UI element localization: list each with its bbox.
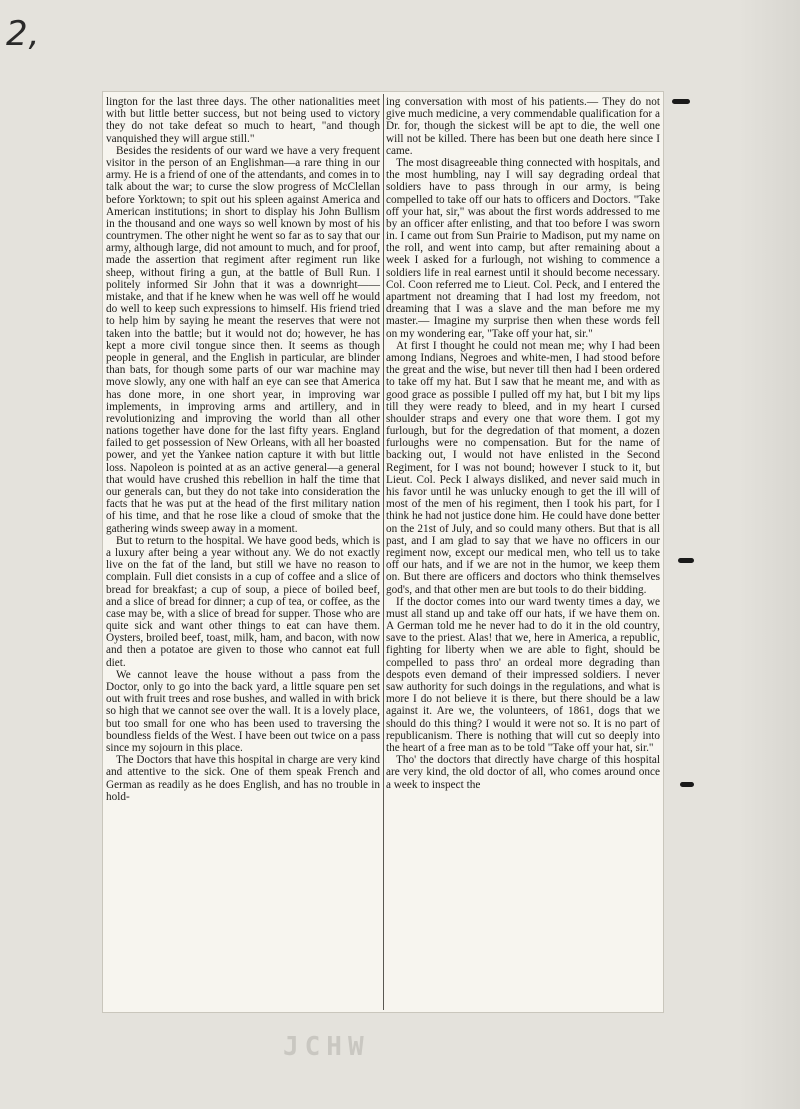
paragraph: We cannot leave the house without a pass from the Doctor, only to go into the back yard, a little square pen set out with fruit trees and rose bushes, and walled in with brick so high that we cannot see over the wall. It is a lovely place, but too small for one who has been used to traversing the boundless fields of the West. I have been out twice on a pass since my sojourn in this place. [106, 668, 380, 754]
margin-ink-mark [680, 782, 694, 787]
column-rule [383, 94, 384, 1010]
newspaper-clipping [103, 92, 663, 1012]
paragraph: The most disagreeable thing connected with hospitals, and the most humbling, nay I will say degrading ordeal that soldiers have to pass through in our army, is being compelled to take off our hats to officers and Doctors. "Take off your hat, sir," was about the first words addressed to me by an officer after enlisting, and that too before I was sworn in. I came out from Sun Prairie to Madison, put my name on the roll, and went into camp, but after remaining about a week I asked for a furlough, not wishing to commence a soldiers life in real earnest until it should become necessary. Col. Coon referred me to Lieut. Col. Peck, and I entered the apartment not dreaming that I had lost my freedom, not dreaming that I was a slave and the man before me my master.— Imagine my surprise then when these words fell on my wondering ear, "Take off your hat, sir." [386, 156, 660, 340]
perforated-stamp: JCHW [283, 1032, 370, 1062]
paragraph: Besides the residents of our ward we have a very frequent visitor in the person of an Englishman—a rare thing in our army. He is a friend of one of the attendants, and comes in to talk about the war; to curse the slow progress of McClellan before Yorktown; to spit out his spleen against America and American institutions; in short to display his John Bullism in the thousand and one ways so well known by most of his countrymen. The other night he went so far as to say that our army, although large, did not amount to much, and for proof, made the assertion that regiment after regiment run like sheep, without firing a gun, at the battle of Bull Run. I politely informed Sir John that it was a downright——mistake, and that if he knew when he was well off he would do well to keep such expressions to himself. His friend tried to help him by saying he meant the reserves that were not taken into the battle; but it would not do; however, he has kept a more civil tongue since then. It seems as though people in general, and the English in particular, are blinder than bats, for though some parts of our war machine may move slowly, any one with half an eye can see that America has done more, in one short year, in improving war implements, in improving arms and artillery, and in revolutionizing and improving the world than all other nations together have done for the last fifty years. England failed to get possession of New Orleans, with all her boasted power, and yet the Yankee nation capture it with but little loss. Napoleon is pointed at as an active general—a general that would have crushed this rebellion in half the time that our generals can, but they do not take into consideration the facts that he was put at the head of the first military nation of his time, and that he rose like a cloud of smoke that the gathering winds sweep away in a moment. [106, 144, 380, 535]
paragraph: ing conversation with most of his patients.— They do not give much medicine, a very commendable qualification for a Dr. for, though the sickest will be apt to die, the well one will not be killed. There has been but one death here since I came. [386, 96, 660, 157]
margin-ink-mark [678, 558, 694, 563]
paragraph: At first I thought he could not mean me; why I had been among Indians, Negroes and white-men, I had stood before the great and the wise, but never till then had I been ordered to take off my hat. But I saw that he meant me, and with as good grace as possible I pulled off my hat, but I bit my lips till they were ready to bleed, and in my heart I cursed shoulder straps and every one that wore them. I got my furlough, but for the degredation of that moment, a dozen furloughs were no compensation. But for the name of backing out, I would not have enlisted in the Second Regiment, for I was not bound; however I stuck to it, but Lieut. Col. Peck I always disliked, and never said much in his favor until he was unlucky enough to get the ill will of most of the men of his regiment, then I took his part, for I think he had not justice done him. He could have done better on the 21st of July, and so could many others. But that is all past, and I am glad to say that we have no officers in our regiment now, except our medical men, who tell us to take off our hats, and if we are not in the humor, we keep them on. But there are officers and doctors who think themselves god's, and that other men are but tools to do their bidding. [386, 339, 660, 596]
left-column [106, 96, 380, 803]
paragraph: If the doctor comes into our ward twenty times a day, we must all stand up and take off our hats, if we have them on. A German told me he never had to do it in the old country, save to the priest. Alas! that we, here in America, a republic, fighting for liberty when we are able to fight, should be compelled to pass thro' an ordeal more degrading than despots even demand of their impressed soldiers. I never saw authority for such doings in the regulations, and what is more I do not believe it is there, but there should be a law against it. Are we, the volunteers, of 1861, dogs that we should do this thing? I would it were not so. It is no part of republicanism. There is nothing that will cut so deeply into the heart of a free man as to be told "Take off your hat, sir." [386, 595, 660, 754]
paragraph: The Doctors that have this hospital in charge are very kind and attentive to the sick. One of them speak French and German as readily as he does English, and has no trouble in hold- [106, 754, 380, 803]
paragraph: Tho' the doctors that directly have charge of this hospital are very kind, the old doctor of all, who comes around once a week to inspect the [386, 754, 660, 791]
paragraph: But to return to the hospital. We have good beds, which is a luxury after being a year without any. We do not exactly live on the fat of the land, but still we have no reason to complain. Full diet consists in a cup of coffee and a slice of bread for breakfast; a cup of soup, a piece of boiled beef, and a slice of bread for dinner; a cup of tea, or coffee, as the case may be, with a slice of bread for supper. Those who are quite sick and want other things to eat can have them. Oysters, broiled beef, toast, milk, ham, and bacon, with now and then a potatoe are given to those who cannot eat full diet. [106, 534, 380, 669]
page-edge-shadow [738, 0, 800, 1109]
right-column [386, 96, 660, 791]
margin-ink-mark [672, 99, 690, 104]
paragraph: lington for the last three days. The other nationalities meet with but little better success, but not being used to victory they do not take defeat so much to heart, "and though vanquished they will argue still." [106, 96, 380, 145]
page-number: 2, [6, 14, 41, 54]
